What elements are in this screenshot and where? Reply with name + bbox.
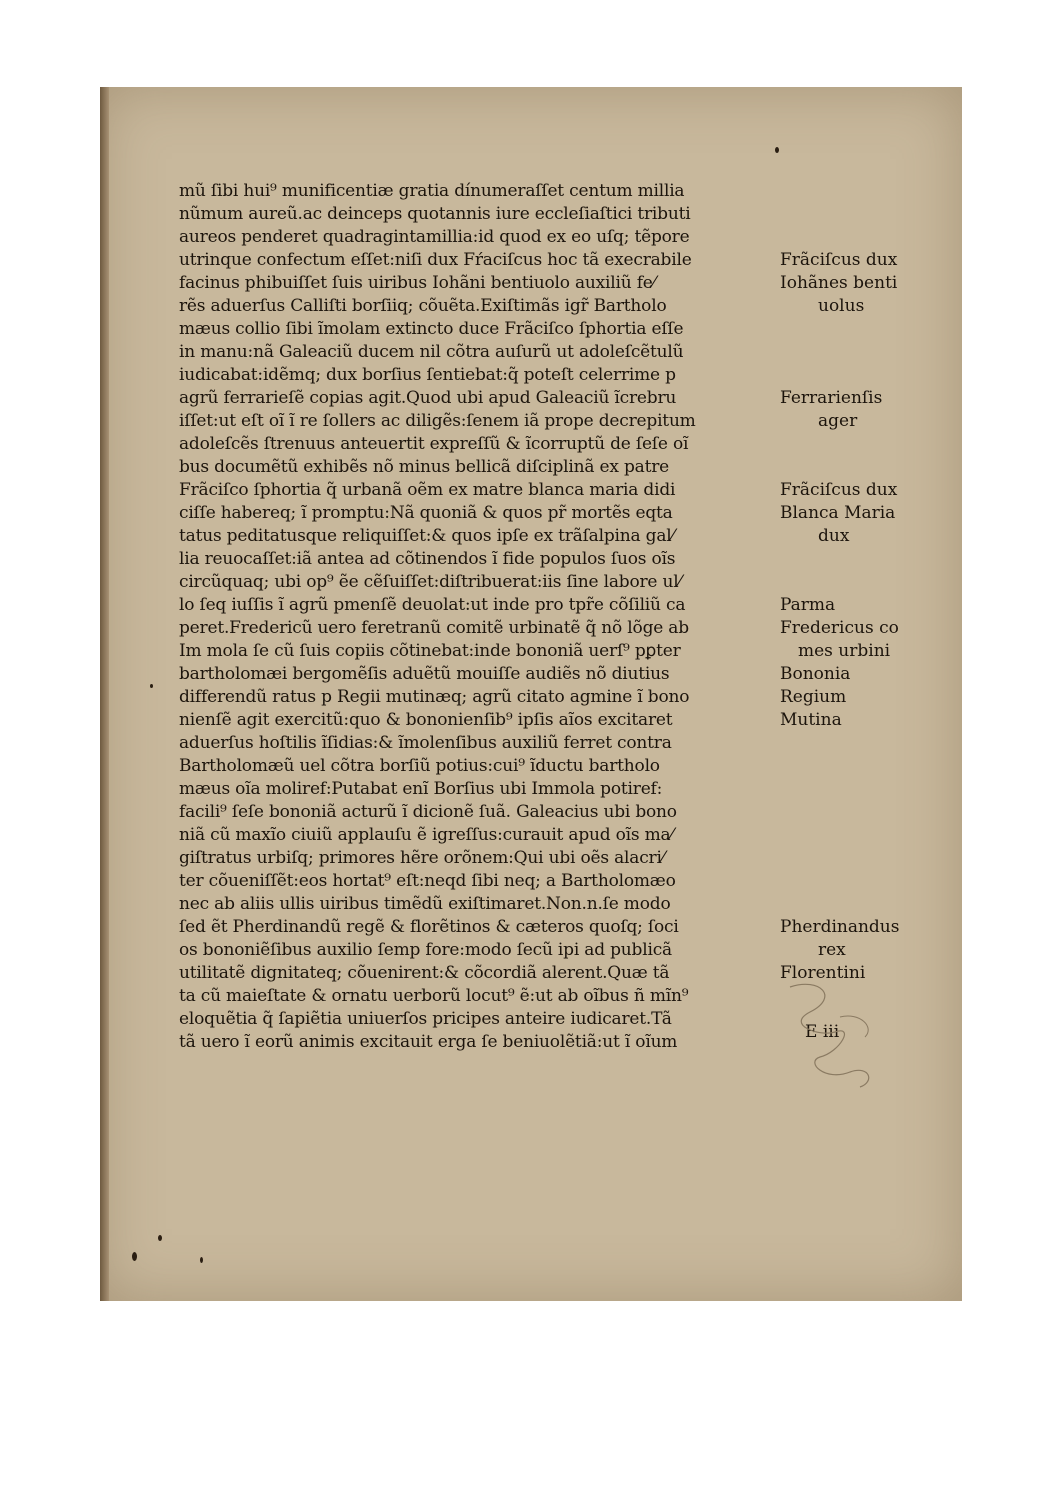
text-line: aureos penderet quadragintamillia:id quod ex eo uſq; tẽpore (179, 227, 690, 247)
marginal-note: Mutina (780, 710, 842, 730)
marginal-note: uolus (818, 296, 865, 316)
text-line: bartholomæi bergomẽſis aduẽtũ mouiſſe audiẽs nõ diutius (179, 664, 670, 684)
text-line: rẽs aduerſus Calliſti borſiiq; cõuẽta.Exiſtimãs igr̃ Bartholo (179, 296, 667, 316)
text-line: mæus collio ſibi ĩmolam extincto duce Frãciſco ſphortia eſſe (179, 319, 684, 339)
marginal-note: Florentini (780, 963, 866, 983)
marginal-note: Frãciſcus dux (780, 480, 898, 500)
marginal-note: Frãciſcus dux (780, 250, 898, 270)
marginal-note: mes urbini (798, 641, 891, 661)
text-line: iudicabat:idẽmq; dux borſius ſentiebat:q̃ poteſt celerrime p (179, 365, 676, 385)
binding-edge (100, 87, 109, 1301)
marginal-note: rex (818, 940, 846, 960)
ink-speck (200, 1257, 203, 1263)
text-line: eloquẽtia q̃ ſapiẽtia uniuerſos pricipes anteire iudicaret.Tã (179, 1009, 672, 1029)
text-line: utrinque confectum eſſet:niſi dux Fŕaciſcus hoc tã execrabile (179, 250, 692, 270)
text-line: mæus oĩa moliref:Putabat enĩ Borſius ubi Immola potiref: (179, 779, 663, 799)
text-line: circũquaq; ubi op⁹ ẽe cẽſuiſſet:diſtribuerat:iis ſine labore ul⁄ (179, 572, 682, 592)
text-line: iſſet:ut eſt oĩ ĩ re ſollers ac diligẽs:ſenem iã prope decrepitum (179, 411, 696, 431)
text-line: facili⁹ ſeſe bononiã acturũ ĩ dicionẽ ſuã. Galeacius ubi bono (179, 802, 677, 822)
marginal-note: ager (818, 411, 858, 431)
marginal-note: Ferrarienſis (780, 388, 883, 408)
text-line: ter cõueniſſẽt:eos hortat⁹ eſt:neqd ſibi neq; a Bartholomæo (179, 871, 676, 891)
text-line: differendũ ratus p Regii mutinæq; agrũ citato agmine ĩ bono (179, 687, 690, 707)
text-line: tatus peditatusque reliquiſſet:& quos ipſe ex trãſalpina gal⁄ (179, 526, 675, 546)
text-line: ta cũ maieſtate & ornatu uerborũ locut⁹ ẽ:ut ab oĩbus ñ mĩn⁹ (179, 986, 689, 1006)
text-line: os bononiẽſibus auxilio ſemp fore:modo ſecũ ipi ad publicã (179, 940, 672, 960)
text-line: aduerſus hoſtilis ĩſidias:& ĩmolenſibus auxiliũ ferret contra (179, 733, 672, 753)
text-line: adoleſcẽs ſtrenuus anteuertit expreſſũ & ĩcorruptũ de ſeſe oĩ (179, 434, 689, 454)
text-line: ciſſe habereq; ĩ promptu:Nã quoniã & quos pr̃ mortẽs eqta (179, 503, 673, 523)
marginal-note: Bononia (780, 664, 851, 684)
marginal-note: Iohãnes benti (780, 273, 898, 293)
text-line: ſed ẽt Pherdinandũ regẽ & florẽtinos & cæteros quoſq; ſoci (179, 917, 679, 937)
signature-mark: E iii (805, 1022, 840, 1042)
text-line: Frãciſco ſphortia q̃ urbanã oẽm ex matre blanca maria didi (179, 480, 676, 500)
scanned-page (100, 87, 962, 1301)
ink-speck (132, 1252, 137, 1261)
marginal-note: Blanca Maria (780, 503, 896, 523)
text-line: lia reuocaſſet:iã antea ad cõtinendos ĩ fide populos ſuos oĩs (179, 549, 676, 569)
text-line: peret.Fredericũ uero feretranũ comitẽ urbinatẽ q̃ nõ lõge ab (179, 618, 689, 638)
text-line: bus documẽtũ exhibẽs nõ minus bellicã diſciplinã ex patre (179, 457, 670, 477)
text-line: tã uero ĩ eorũ animis excitauit erga ſe beniuolẽtiã:ut ĩ oĩum (179, 1032, 678, 1052)
marginal-note: Pherdinandus (780, 917, 900, 937)
ink-speck (158, 1235, 162, 1241)
text-line: agrũ ferrarieſẽ copias agit.Quod ubi apud Galeaciũ ĩcrebru (179, 388, 677, 408)
marginal-note: Regium (780, 687, 847, 707)
marginal-note: Fredericus co (780, 618, 899, 638)
text-line: utilitatẽ dignitateq; cõuenirent:& cõcordiã alerent.Quæ tã (179, 963, 670, 983)
text-line: Im mola ſe cũ ſuis copiis cõtinebat:inde bononiã uerſ⁹ pꝑter (179, 641, 681, 661)
text-line: in manu:nã Galeaciũ ducem nil cõtra auſurũ ut adoleſcẽtulũ (179, 342, 684, 362)
text-line: nienſẽ agit exercitũ:quo & bononienſib⁹ ipſis aĩos excitaret (179, 710, 673, 730)
text-line: nũmum aureũ.ac deinceps quotannis iure eccleſiaſtici tributi (179, 204, 691, 224)
text-line: nec ab aliis ullis uiribus timẽdũ exiſtimaret.Non.n.ſe modo (179, 894, 671, 914)
pen-flourish (780, 977, 890, 1097)
ink-speck (775, 147, 779, 153)
text-line: facinus phibuiſſet ſuis uiribus Iohãni bentiuolo auxiliũ fe⁄ (179, 273, 656, 293)
marginal-note: dux (818, 526, 850, 546)
text-line: mũ ſibi hui⁹ munificentiæ gratia dínumeraſſet centum millia (179, 181, 685, 201)
text-line: Bartholomæũ uel cõtra borſiũ potius:cui⁹ ĩductu bartholo (179, 756, 660, 776)
marginal-note: Parma (780, 595, 836, 615)
text-line: giſtratus urbiſq; primores hẽre orõnem:Qui ubi oẽs alacri⁄ (179, 848, 665, 868)
text-line: lo ſeq iuſſis ĩ agrũ pmenſẽ deuolat:ut inde pro tpr̃e cõſiliũ ca (179, 595, 686, 615)
text-line: niã cũ maxĩo ciuiũ applauſu ẽ igreſſus:curauit apud oĩs ma⁄ (179, 825, 674, 845)
ink-speck (150, 684, 153, 688)
